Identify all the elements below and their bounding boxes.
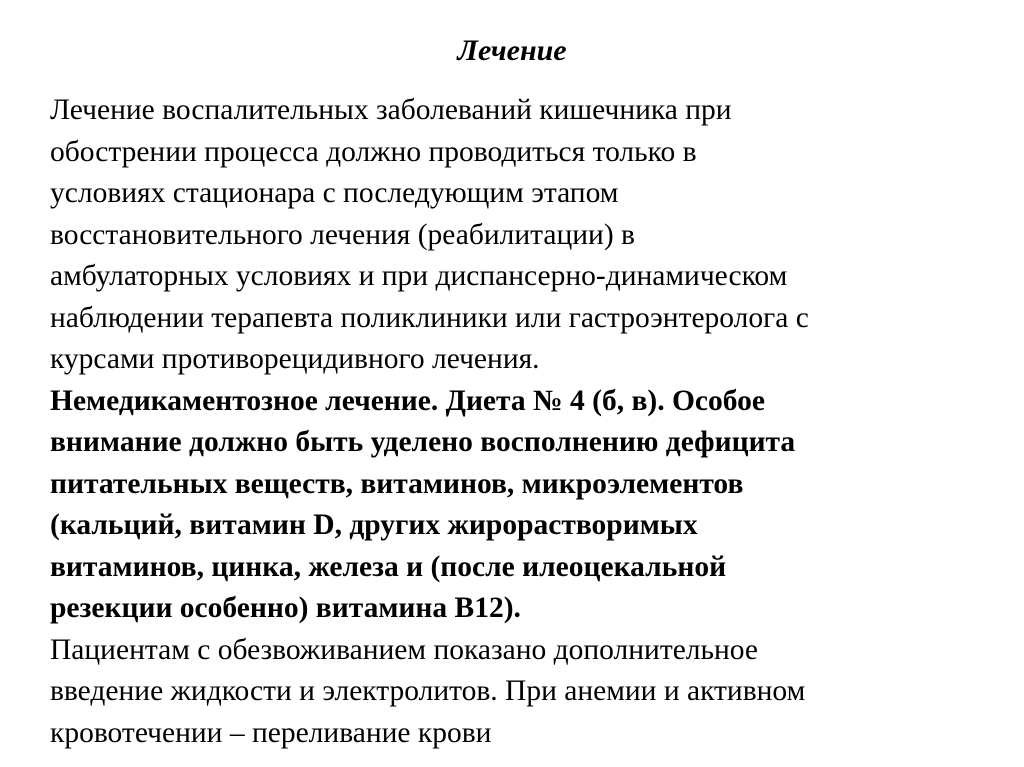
- text-line: витаминов, цинка, железа и (после илеоцекальной: [50, 550, 727, 583]
- text-line: резекции особенно) витамина В12).: [50, 592, 521, 624]
- text-line: Немедикаментозное лечение. Диета № 4 (б, в). Особое: [50, 384, 765, 417]
- text-line: кровотечении – переливание крови: [50, 716, 492, 749]
- paragraph-non-drug-treatment: [50, 381, 990, 630]
- text-line: (кальций, витамин D, других жирорастворимых: [50, 509, 698, 541]
- text-line: амбулаторных условиях и при диспансерно-динамическом: [50, 260, 788, 292]
- text-line: восстановительного лечения (реабилитации) в: [50, 218, 635, 251]
- text-line: внимание должно быть уделено восполнению дефицита: [50, 426, 796, 458]
- text-line: введение жидкости и электролитов. При анемии и активном: [50, 675, 806, 707]
- text-line: питательных веществ, витаминов, микроэлементов: [50, 467, 744, 500]
- slide-body: [50, 90, 990, 754]
- text-line: курсами противорецидивного лечения.: [50, 343, 540, 375]
- text-line: Лечение воспалительных заболеваний кишечника при: [50, 94, 732, 126]
- text-line: условиях стационара с последующим этапом: [50, 177, 619, 209]
- text-line: обострении процесса должно проводиться только в: [50, 135, 697, 168]
- paragraph-treatment-conditions: [50, 90, 990, 381]
- slide-title: Лечение: [457, 34, 567, 67]
- paragraph-dehydration: [50, 630, 990, 755]
- text-line: наблюдении терапевта поликлиники или гастроэнтеролога с: [50, 301, 809, 334]
- text-line: Пациентам с обезвоживанием показано дополнительное: [50, 633, 758, 666]
